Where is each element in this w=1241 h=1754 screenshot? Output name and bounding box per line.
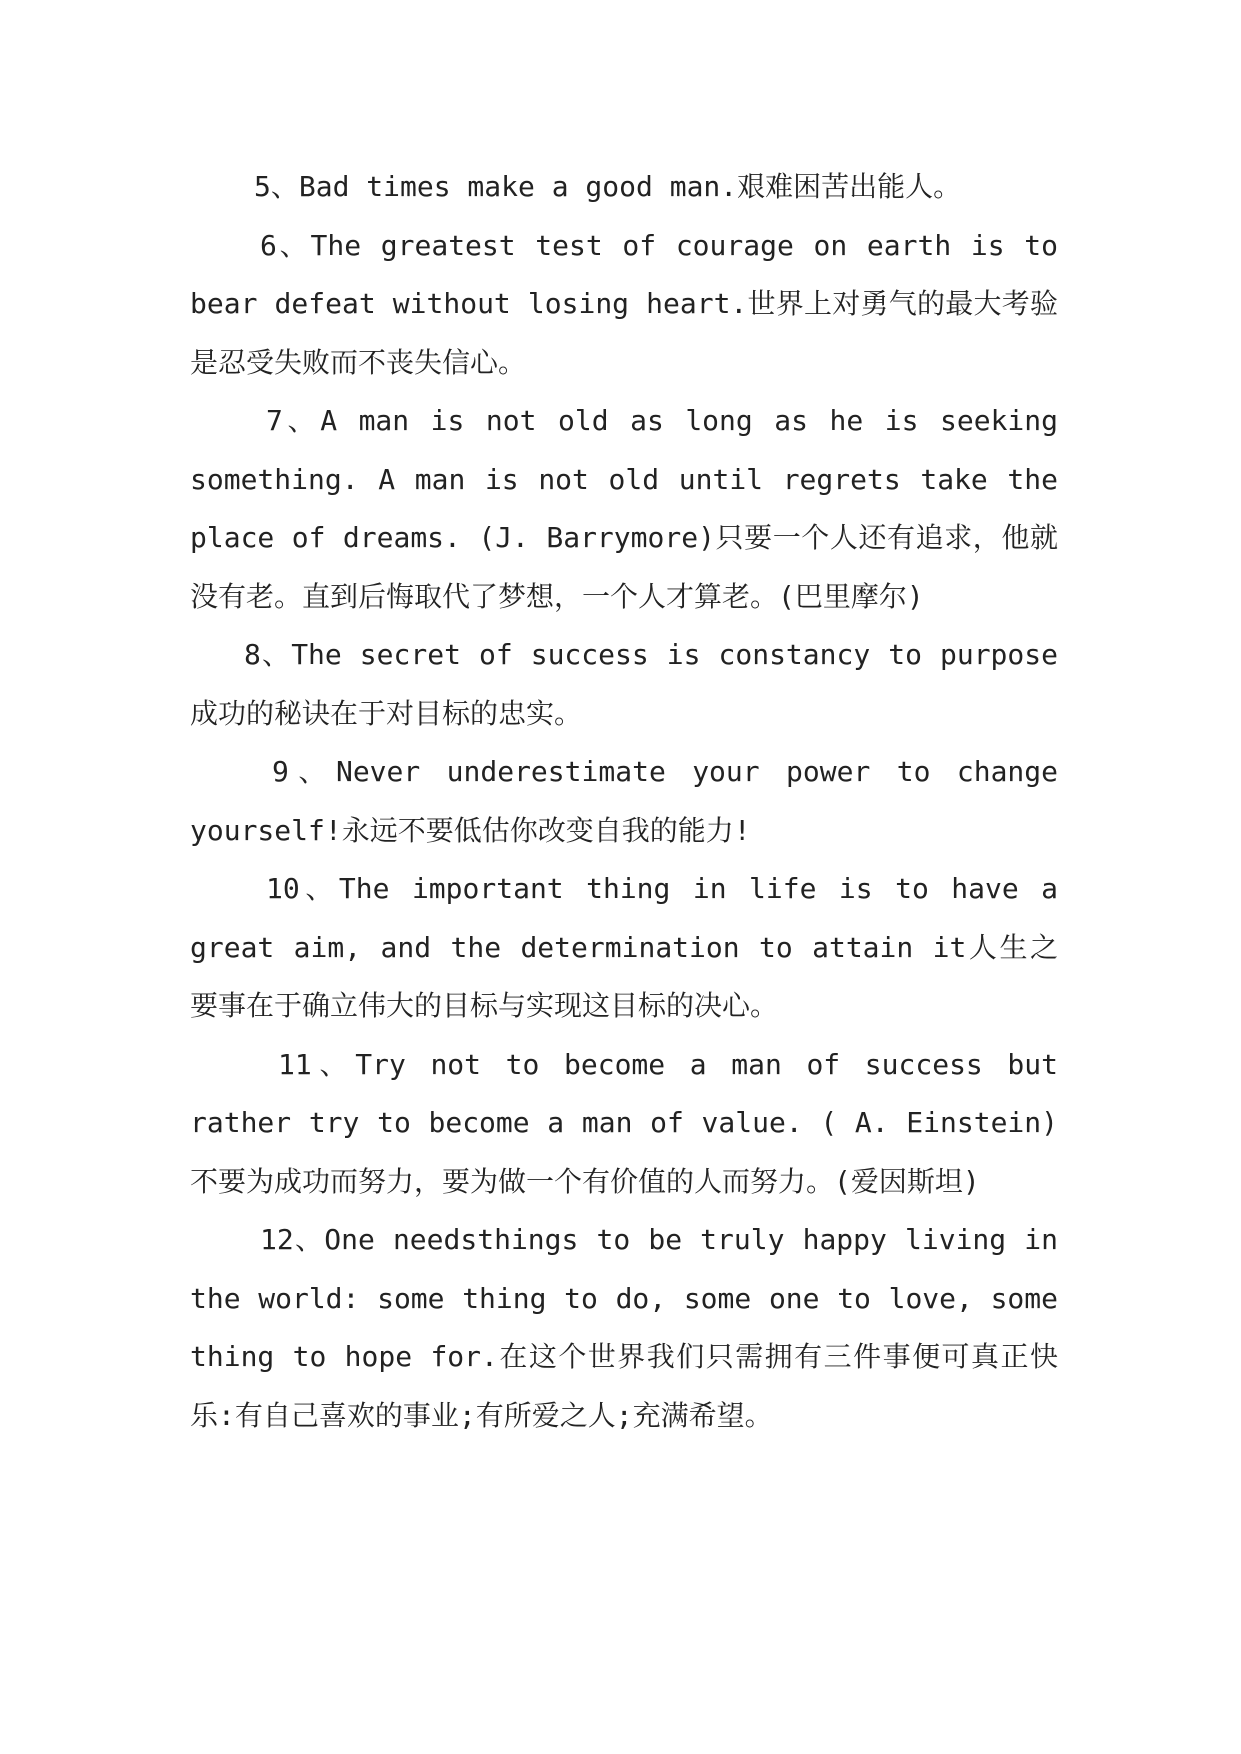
quote-paragraph-8: 8、The secret of success is constancy to purpose成功的秘诀在于对目标的忠实。	[190, 638, 1058, 730]
quote-paragraph-10: 10、The important thing in life is to have a great aim, and the determination to attain it人生之要事在于确立伟大的目标与实现这目标的决心。	[190, 872, 1058, 1022]
quote-paragraph-6: 6、The greatest test of courage on earth is to bear defeat without losing heart.世界上对勇气的最大考验是忍受失败而不丧失信心。	[190, 228, 1058, 379]
quote-paragraph-7: 7、A man is not old as long as he is seeking something. A man is not old until regrets take the place of dreams. (J. Barrymore)只要一个人还有追求，他就没有老。直到后悔取代了梦想，一个人才算老。(巴里摩尔)	[190, 404, 1058, 613]
document-body	[190, 158, 1058, 1445]
quote-paragraph-12: 12、One needsthings to be truly happy living in the world: some thing to do, some one to love, some thing to hope for.在这个世界我们只需拥有三件事便可真正快乐:有自己喜欢的事业;有所爱之人;充满希望。	[190, 1223, 1058, 1432]
quote-paragraph-5: 5、Bad times make a good man.艰难困苦出能人。	[254, 170, 962, 203]
quote-paragraph-9: 9、Never underestimate your power to change yourself!永远不要低估你改变自我的能力!	[190, 755, 1058, 847]
quote-paragraph-11: 11、Try not to become a man of success but rather try to become a man of value. ( A. Einstein)不要为成功而努力，要为做一个有价值的人而努力。(爱因斯坦)	[190, 1047, 1058, 1198]
